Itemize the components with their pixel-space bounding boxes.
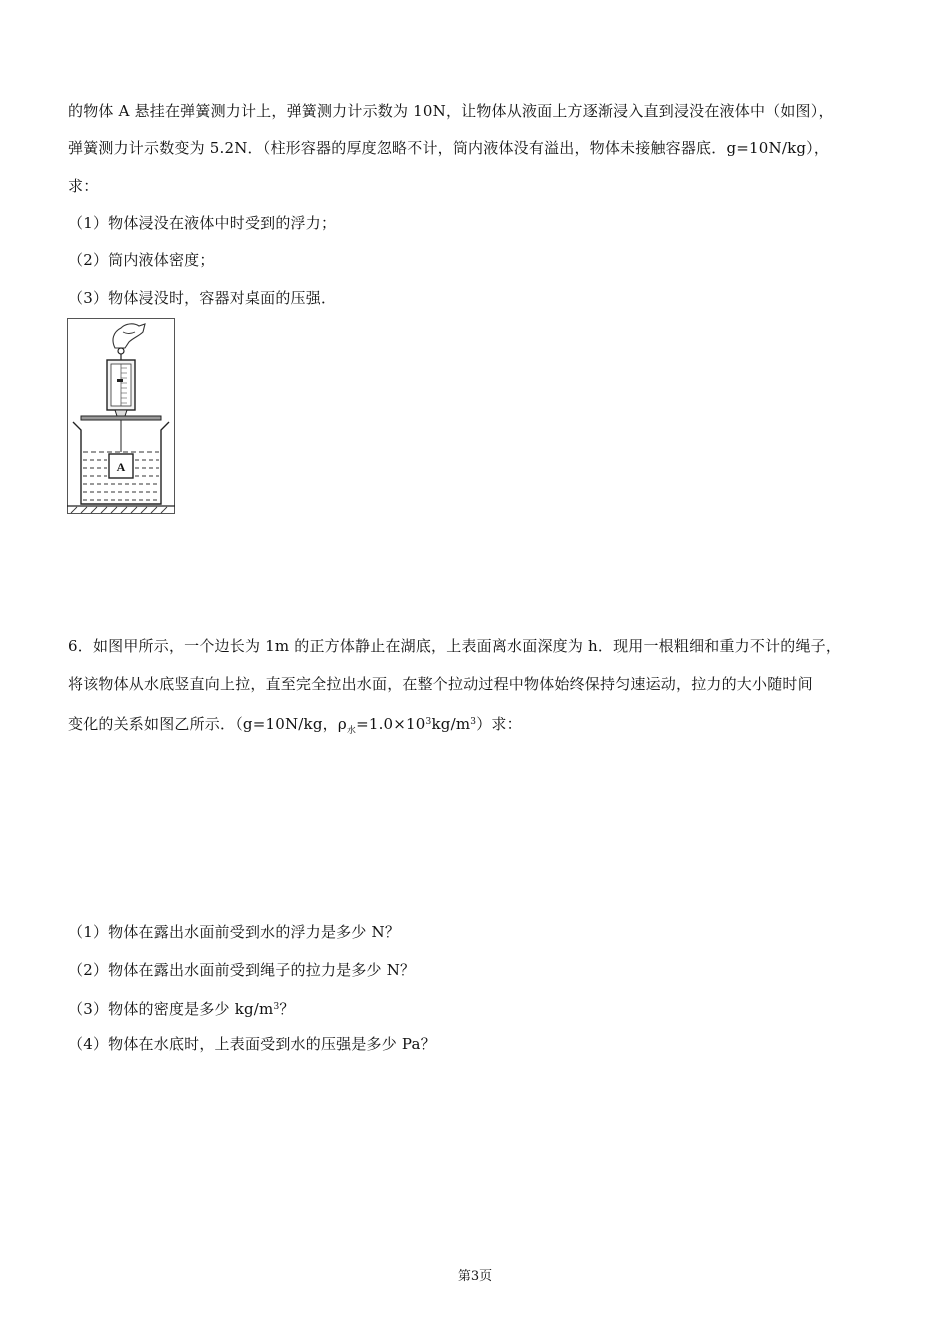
question-3-exponent: 3 [273, 1002, 280, 1012]
problem6-line-3-text-d: ）求： [476, 715, 522, 733]
page-number: 第3页 [457, 1269, 493, 1284]
problem5-line-3: 求： [68, 177, 99, 195]
object-a-label: A [116, 460, 126, 474]
problem6-question-4: （4）物体在水底时，上表面受到水的压强是多少 Pa？ [68, 1035, 436, 1053]
problem6-question-3-text: （3）物体的密度是多少 kg/m [68, 1000, 274, 1018]
problem6-line-3-text-b: =1.0×10 [356, 715, 426, 733]
problem5-question-1: （1）物体浸没在液体中时受到的浮力； [68, 214, 337, 232]
exponent-3-unit: 3 [470, 717, 477, 727]
problem5-question-3: （3）物体浸没时，容器对桌面的压强． [68, 289, 337, 307]
problem6-question-3 [68, 997, 295, 1019]
exponent-3: 3 [425, 717, 432, 727]
problem5-line-1: 的物体 A 悬挂在弹簧测力计上，弹簧测力计示数为 10N，让物体从液面上方逐渐浸入直到浸没在液体中（如图）， [68, 102, 834, 120]
problem6-question-2: （2）物体在露出水面前受到绳子的拉力是多少 N？ [68, 961, 416, 979]
problem6-question-1: （1）物体在露出水面前受到水的浮力是多少 N？ [68, 923, 401, 941]
problem5-line-2: 弹簧测力计示数变为 5.2N．（柱形容器的厚度忽略不计，筒内液体没有溢出，物体未接触容器底．g=10N/kg）， [68, 139, 830, 157]
problem6-line-3-text-c: kg/m [431, 715, 471, 733]
problem6-line-2: 将该物体从水底竖直向上拉，直至完全拉出水面，在整个拉动过程中物体始终保持匀速运动，拉力的大小随时间 [68, 675, 813, 693]
problem6-line-3 [68, 712, 522, 741]
water-subscript: 水 [346, 726, 357, 736]
problem5-question-2: （2）筒内液体密度； [68, 251, 215, 269]
problem6-question-3-end: ？ [279, 1000, 295, 1018]
spring-scale-figure [67, 318, 175, 514]
problem6-line-1: 6．如图甲所示，一个边长为 1m 的正方体静止在湖底，上表面离水面深度为 h．现用一根粗细和重力不计的绳子， [68, 637, 842, 655]
problem6-line-3-text-a: 变化的关系如图乙所示．（g=10N/kg，ρ [68, 715, 347, 733]
